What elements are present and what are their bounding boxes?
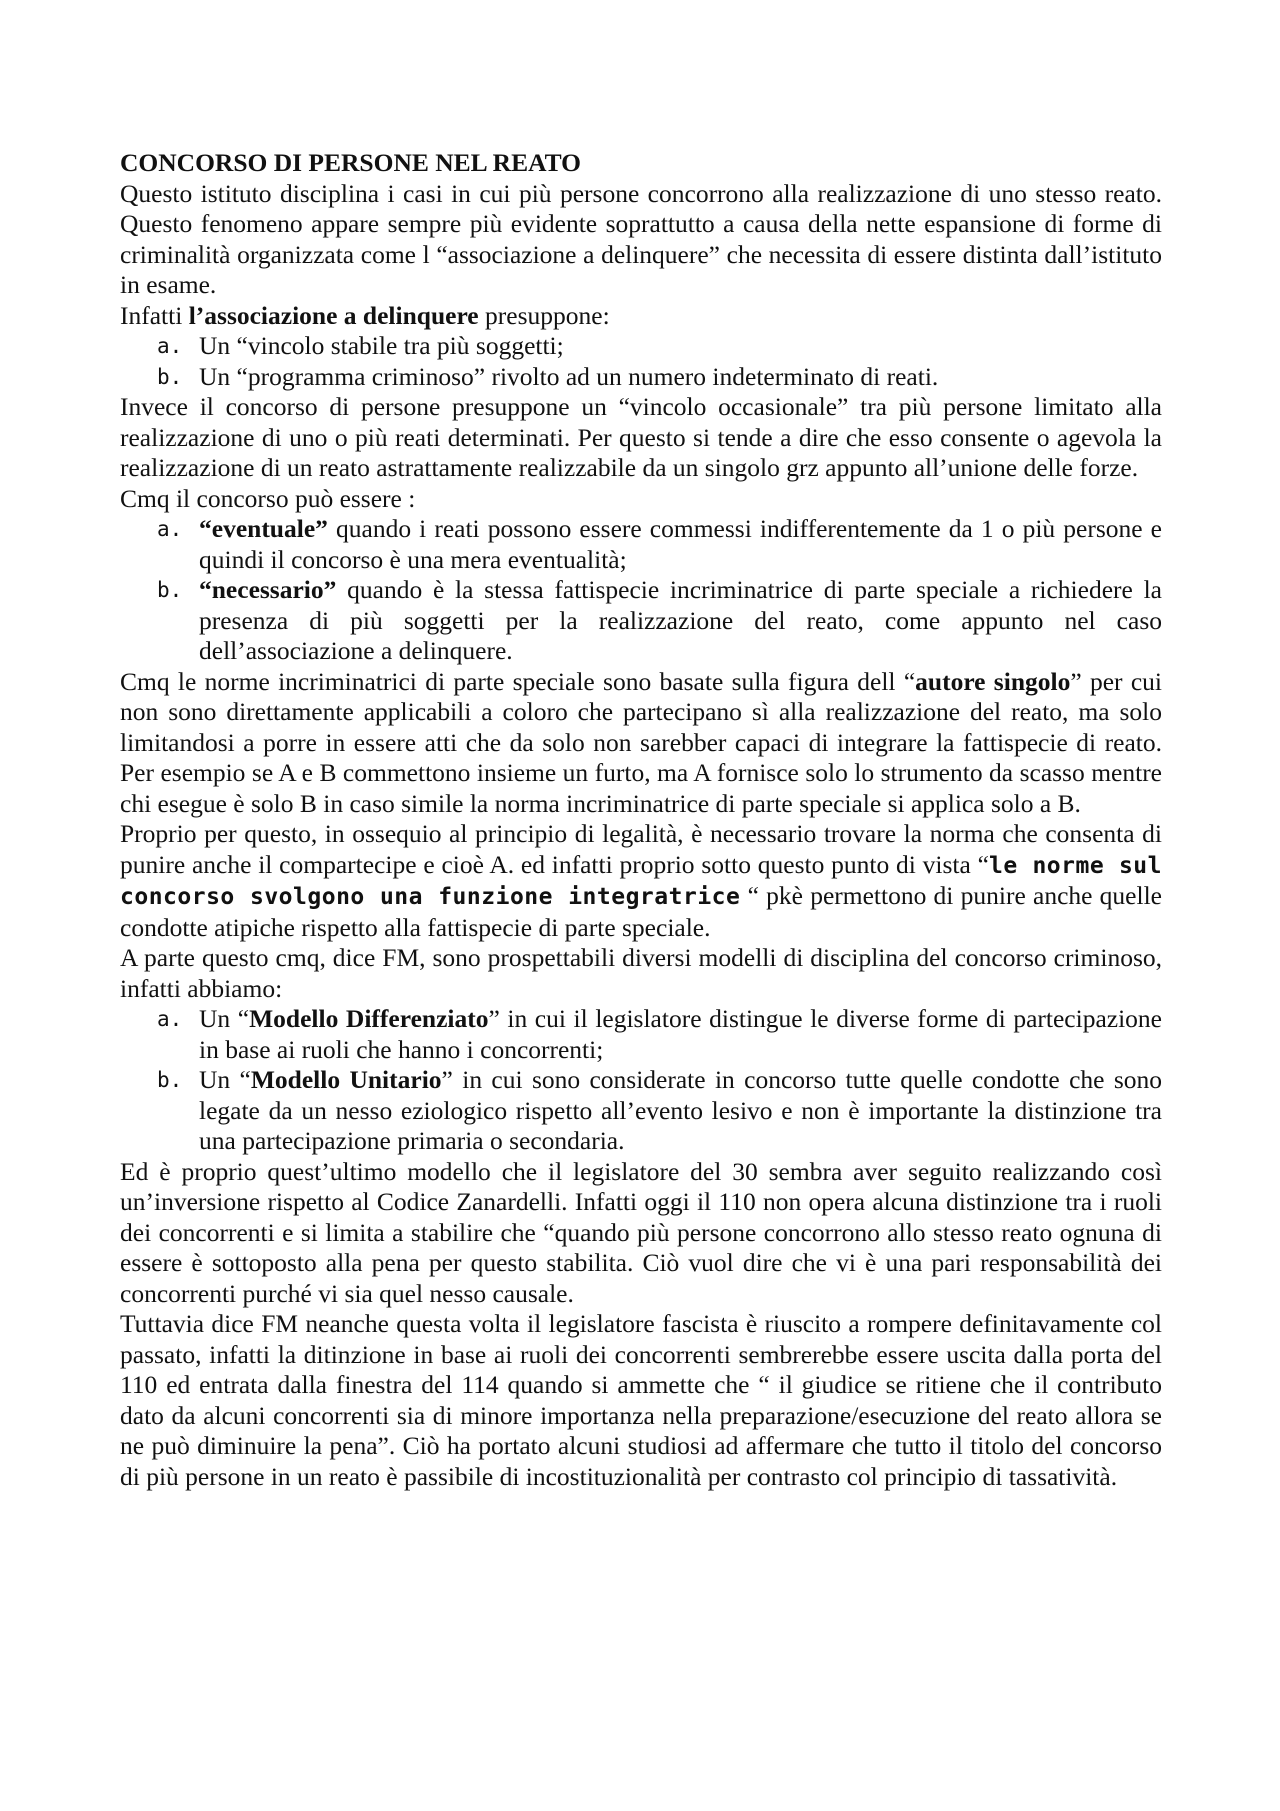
list-item-text: ” in cui il legislatore distingue le diverse forme di partecipazione in base ai ruoli che hanno i concorrenti;	[199, 1004, 1162, 1064]
bold-term: le norme sul concorso svolgono una funzione integratrice	[120, 852, 1162, 910]
paragraph-concorso: Invece il concorso di persone presuppone un “vincolo occasionale” tra più persone limitato alla realizzazione di uno o più reati determinati. Per questo si tende a dire che esso consente o agevola la realizzazione di un reato astrattamente realizzabile da un singolo grz appunto all’unione delle forze.	[120, 392, 1162, 482]
list-modelli	[120, 1004, 1162, 1157]
list-item-text: Un “vincolo stabile tra più soggetti;	[199, 331, 564, 360]
text-run: presuppone:	[478, 300, 610, 330]
paragraph-tipi: Cmq il concorso può essere :	[120, 483, 416, 513]
paragraph-modelli: A parte questo cmq, dice FM, sono prospettabili diversi modelli di disciplina del concorso criminoso, infatti abbiamo:	[120, 943, 1162, 1003]
list-item	[120, 331, 1162, 362]
text-run: Un “	[199, 1004, 250, 1033]
document-title: CONCORSO DI PERSONE NEL REATO	[120, 148, 581, 177]
list-item	[120, 575, 1162, 667]
text-run: Proprio per questo, in ossequio al principio di legalità, è necessario trovare la norma che consenta di punire anche il compartecipe e cioè A. ed infatti proprio sotto questo punto di vista “	[120, 819, 1162, 879]
paragraph-associazione	[120, 301, 1162, 332]
list-marker: b.	[157, 364, 183, 389]
bold-term: “eventuale”	[199, 514, 328, 543]
paragraph-autore-singolo	[120, 667, 1162, 820]
list-marker: a.	[157, 1007, 183, 1031]
paragraph-tuttavia: Tuttavia dice FM neanche questa volta il legislatore fascista è riuscito a rompere definitavamente col passato, infatti la ditinzione in base ai ruoli dei concorrenti sembrerebbe essere uscita dalla porta del 110 ed entrata dalla finestra del 114 quando si ammette che “ il giudice se ritiene che il contributo dato da alcuni concorrenti sia di minore importanza nella preparazione/esecuzione del reato allora se ne può diminuire la pena”. Ciò ha portato alcuni studiosi ad affermare che tutto il titolo del concorso di più persone in un reato è passibile di incostituzionalità per contrasto col principio di tassatività.	[120, 1309, 1162, 1491]
list-tipi-concorso	[120, 514, 1162, 667]
list-marker: b.	[157, 578, 183, 602]
list-item-text: quando i reati possono essere commessi indifferentemente da 1 o più persone e quindi il concorso è una mera eventualità;	[199, 514, 1162, 574]
text-run: Infatti	[120, 300, 189, 330]
bold-term: autore singolo	[915, 666, 1071, 696]
list-item	[120, 1065, 1162, 1157]
list-marker: a.	[157, 517, 183, 541]
text-run: ” per cui non sono direttamente applicabili a coloro che partecipano sì alla realizzazione del reato, ma solo limitandosi a porre in essere atti che da solo non sarebber capaci di integrare la fattispecie di reato. Per esempio se A e B commettono insieme un furto, ma A fornisce solo lo strumento da scasso mentre chi esegue è solo B in caso simile la norma incriminatrice di parte speciale si applica solo a B.	[120, 666, 1163, 818]
list-item-text: ” in cui sono considerate in concorso tutte quelle condotte che sono legate da un nesso eziologico rispetto all’evento lesivo e non è importante la distinzione tra una partecipazione primaria o secondaria.	[199, 1065, 1163, 1155]
bold-term: Modello Unitario	[250, 1065, 442, 1094]
paragraph-intro: Questo istituto disciplina i casi in cui più persone concorrono alla realizzazione di uno stesso reato. Questo fenomeno appare sempre più evidente soprattutto a causa della nette espansione di forme di criminalità organizzata come l “associazione a delinquere” che necessita di essere distinta dall’istituto in esame.	[120, 178, 1162, 299]
list-item-text: Un “programma criminoso” rivolto ad un numero indeterminato di reati.	[199, 361, 939, 391]
text-run: “ pkè permettono di punire anche quelle condotte atipiche rispetto alla fattispecie di parte speciale.	[120, 881, 1162, 942]
text-run: Cmq le norme incriminatrici di parte speciale sono basate sulla figura dell “	[120, 666, 916, 696]
bold-term: l’associazione a delinquere	[188, 300, 479, 330]
paragraph-zanardelli: Ed è proprio quest’ultimo modello che il legislatore del 30 sembra aver seguito realizzando così un’inversione rispetto al Codice Zanardelli. Infatti oggi il 110 non opera alcuna distinzione tra i ruoli dei concorrenti e si limita a stabilire che “quando più persone concorrono allo stesso reato ognuna di essere è sottoposto alla pena per questo stabilita. Ciò vuol dire che vi è una pari responsabilità dei concorrenti purché vi sia quel nesso causale.	[120, 1156, 1162, 1308]
list-marker: b.	[157, 1068, 183, 1092]
document-page	[120, 148, 1162, 1492]
text-run: Un “	[199, 1065, 251, 1094]
list-item	[120, 514, 1162, 575]
list-item-text: quando è la stessa fattispecie incriminatrice di parte speciale a richiedere la presenza di più soggetti per la realizzazione del reato, come appunto nel caso dell’associazione a delinquere.	[199, 575, 1162, 665]
bold-term: Modello Differenziato	[249, 1004, 489, 1033]
list-item	[120, 362, 1162, 393]
paragraph-legalita	[120, 819, 1162, 943]
list-associazione	[120, 331, 1162, 392]
bold-term: “necessario”	[199, 575, 337, 604]
list-item	[120, 1004, 1162, 1065]
list-marker: a.	[157, 334, 183, 358]
